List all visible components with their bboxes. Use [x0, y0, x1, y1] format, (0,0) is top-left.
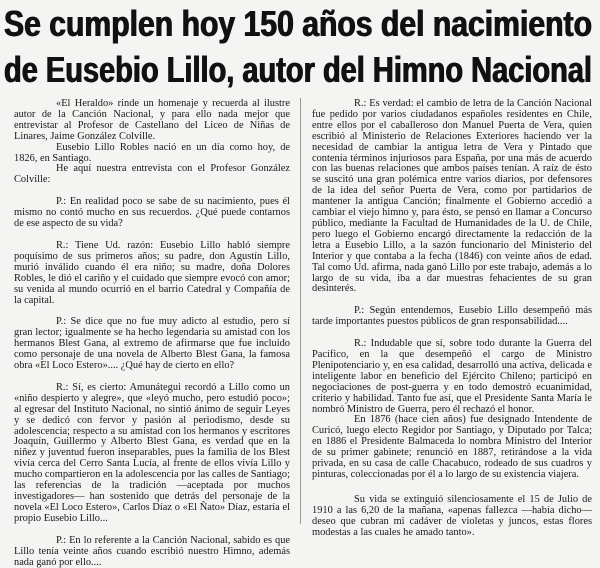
- answer-paragraph: R.: Sí, es cierto: Amunátegui recordó a Lillo como un «niño despierto y alegre», que «leyó mucho, pero estudió poco»; al egresar del Instituto Nacional, no sintió ánimo de seguir Leyes y se dedicó con fervor y pasión al periodismo, desde su adolescencia; respecto a su amistad con los hermanos y escritores Joaquín, Guillermo y Alberto Blest Gana, es verdad que en la niñez y juventud fueron inseparables, pues la familia de los Blest vivía cerca del Cerro Santa Lucía, al frente de ellos vivía Lillo y mucho compartieron en la adolescencia por las calles de Santiago; las referencias de la tradición —aceptada por muchos investigadores— han sostenido que detrás del personaje de la novela «El Loco Estero», Carlos Díaz o «El Ñato» Díaz, estaría el propio Eusebio Lillo...: [14, 381, 290, 524]
- paragraph: En 1876 (hace cien años) fue designado Intendente de Curicó, luego electo Regidor por Santiago, y Diputado por Talca; en 1886 el Presidente Balmaceda lo nombra Ministro del Interior de su primer gabinete; renunció en 1887, retirándose a la vida privada, en su casa de calle Chacabuco, rodeado de sus cuadros y pinturas, coleccionadas por él a lo largo de su existencia viajera.: [312, 414, 592, 480]
- column-divider: [300, 98, 301, 524]
- question-paragraph: P.: Se dice que no fue muy adicto al estudio, pero sí gran lector; igualmente se ha hecho legendaria su amistad con los hermanos Blest Gana, al extremo de afirmarse que fue incluido como personaje de una novela de Alberto Blest Gana, la famosa obra «El Loco Estero».... ¿Qué hay de cierto en ello?: [14, 316, 290, 372]
- answer-paragraph: R.: Indudable que sí, sobre todo durante la Guerra del Pacífico, en la que desempeñó el cargo de Ministro Plenipotenciario y, en esa calidad, desarrolló una activa, delicada e inteligente labor en beneficio del Ejército Chileno; participó en negociaciones de post-guerra y en todo demostró ecuanimidad, criterio y habilidad. Tanto fue así, que el Presidente Santa María le nombró Ministro de Guerra, pero él rechazó el honor.: [312, 338, 592, 415]
- headline-line-1: [4, 4, 594, 44]
- paragraph: Eusebio Lillo Robles nació en un día como hoy, de 1826, en Santiago.: [14, 141, 290, 164]
- answer-paragraph: R.: Tiene Ud. razón: Eusebio Lillo habló siempre poquísimo de sus primeros años; su padre, don Agustín Lillo, murió inválido cuando él era niño; su madre, doña Dolores Robles, le dió el cariño y el cuidado que siempre evocó con amor; su venida al mundo ocurrió en el barrio Catedral y Compañía de la capital.: [14, 239, 290, 306]
- paragraph: «El Heraldo» rinde un homenaje y recuerda al ilustre autor de la Canción Nacional, y para ello nada mejor que entrevistar al Profesor de Castellano del Liceo de Niñas de Linares, Jaime González Colville.: [14, 98, 290, 142]
- headline-text: de Eusebio Lillo, autor del Himno Nacional: [4, 49, 592, 90]
- headline-text: Se cumplen hoy 150 años del nacimiento: [4, 3, 592, 44]
- paragraph: Su vida se extinguió silenciosamente el 15 de Julio de 1910 a las 6,20 de la mañana, «apenas fallezca —había dicho— deseo que cubran mi cadáver de violetas y juncos, estas flores modestas a las cuales he amado tanto».: [312, 493, 592, 538]
- right-column: [312, 99, 592, 539]
- answer-paragraph: R.: Es verdad: el cambio de letra de la Canción Nacional fue pedido por varios ciudadanos españoles residentes en Chile, entre ellos por el caballeroso don Manuel Puerta de Vera, quien escribió al Ministerio de Relaciones Exteriores haciendo ver la necesidad de cambiar la antigua letra de Vera y Pintado que contenía términos injuriosos para España, por una más de acuerdo con las buenas relaciones que ambos países tenían. A raíz de ésto se suscitó una gran polémica entre varios diarios, por defensores de la idea del señor Puerta de Vera, como por partidarios de mantener la antigua Canción; finalmente el Gobierno accedió a cambiar el viejo himno y, para ésto, se pensó en llamar a Concurso público, mediante la Facultad de Humanidades de la U. de Chile, pero luego el Gobierno encargó directamente la redacción de la letra a Eusebio Lillo, a la sazón funcionario del Ministerio del Interior y que contaba a la fecha (1846) con veinte años de edad. Tal como Ud. afirma, nada ganó Lillo por este trabajo, además a lo largo de su vida, iba a dar muestras fehacientes de su gran desinterés.: [312, 98, 592, 295]
- question-paragraph: P.: En realidad poco se sabe de su nacimiento, pues él mismo no contó mucho en sus recuerdos. ¿Qué puede contarnos de ese aspecto de su vida?: [14, 196, 290, 230]
- question-paragraph: P.: En lo referente a la Canción Nacional, sabido es que Lillo tenía veinte años cuando escribió nuestro Himno, además nada ganó por ello....: [14, 534, 290, 568]
- question-paragraph: P.: Según entendemos, Eusebio Lillo desempeñó más tarde importantes puestos públicos de gran responsabilidad....: [312, 305, 592, 328]
- paragraph: He aquí nuestra entrevista con el Profesor González Colville:: [14, 163, 290, 186]
- headline-line-2: [4, 50, 594, 90]
- left-column: [14, 99, 290, 568]
